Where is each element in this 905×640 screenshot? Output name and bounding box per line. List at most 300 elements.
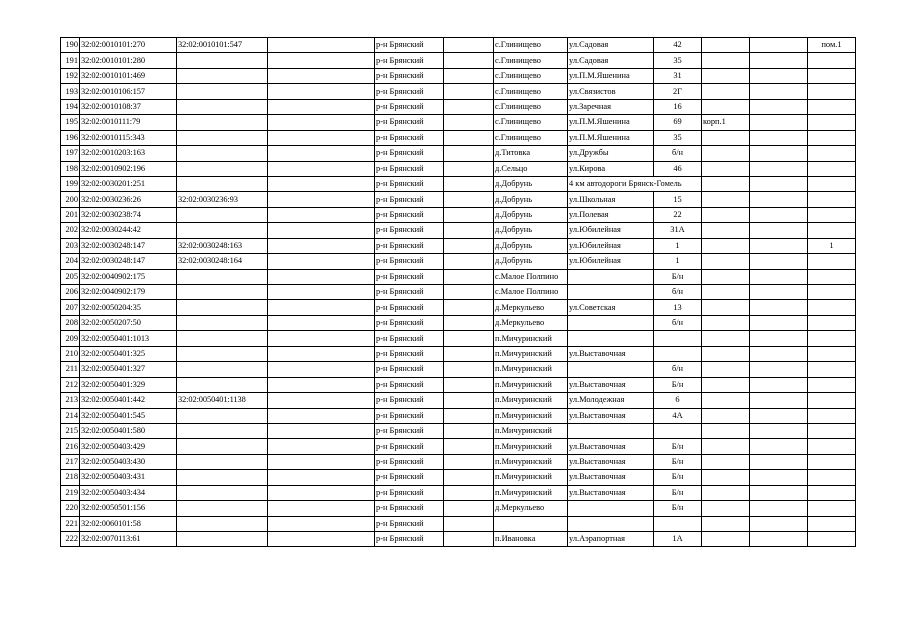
house-number-cell: 16 <box>654 99 702 114</box>
table-row <box>61 254 856 269</box>
empty-cell <box>268 84 375 99</box>
empty-cell <box>268 53 375 68</box>
cadastral-number-cell: 32:02:0050204:35 <box>80 300 177 315</box>
building-corp-cell <box>702 439 750 454</box>
linked-cadastral-number-cell <box>177 377 268 392</box>
cadastral-number-cell: 32:02:0050401:580 <box>80 423 177 438</box>
street-cell: ул.Советская <box>568 300 654 315</box>
house-number-cell: 1 <box>654 254 702 269</box>
street-cell: ул.Школьная <box>568 192 654 207</box>
building-corp-cell <box>702 146 750 161</box>
empty-cell <box>268 362 375 377</box>
building-corp-cell: корп.1 <box>702 115 750 130</box>
house-number-cell: Б/н <box>654 501 702 516</box>
street-cell <box>568 315 654 330</box>
house-number-cell: Б/н <box>654 454 702 469</box>
locality-cell: п.Мичуринский <box>494 470 568 485</box>
premises-cell <box>808 362 856 377</box>
empty-cell <box>444 393 494 408</box>
linked-cadastral-number-cell <box>177 115 268 130</box>
extra-cell <box>750 423 808 438</box>
district-cell: р-н Брянский <box>375 192 444 207</box>
empty-cell <box>268 130 375 145</box>
cadastral-number-cell: 32:02:0010101:469 <box>80 68 177 83</box>
linked-cadastral-number-cell: 32:02:0030248:163 <box>177 238 268 253</box>
row-number-cell: 220 <box>61 501 80 516</box>
empty-cell <box>444 115 494 130</box>
premises-cell <box>808 130 856 145</box>
locality-cell: п.Мичуринский <box>494 346 568 361</box>
empty-cell <box>444 192 494 207</box>
row-number-cell: 201 <box>61 207 80 222</box>
building-corp-cell <box>702 68 750 83</box>
cadastral-number-cell: 32:02:0050401:545 <box>80 408 177 423</box>
locality-cell: п.Мичуринский <box>494 362 568 377</box>
row-number-cell: 211 <box>61 362 80 377</box>
extra-cell <box>750 470 808 485</box>
row-number-cell: 192 <box>61 68 80 83</box>
empty-cell <box>444 470 494 485</box>
cadastral-number-cell: 32:02:0030236:26 <box>80 192 177 207</box>
premises-cell <box>808 84 856 99</box>
premises-cell <box>808 393 856 408</box>
district-cell: р-н Брянский <box>375 362 444 377</box>
extra-cell <box>750 146 808 161</box>
empty-cell <box>268 161 375 176</box>
empty-cell <box>444 408 494 423</box>
locality-cell: д.Добрунь <box>494 176 568 191</box>
premises-cell <box>808 485 856 500</box>
street-cell <box>568 285 654 300</box>
extra-cell <box>750 454 808 469</box>
table-row <box>61 423 856 438</box>
street-cell: ул.Выставочная <box>568 470 654 485</box>
table-row <box>61 331 856 346</box>
building-corp-cell <box>702 84 750 99</box>
row-number-cell: 215 <box>61 423 80 438</box>
street-cell <box>568 362 654 377</box>
premises-cell <box>808 254 856 269</box>
row-number-cell: 193 <box>61 84 80 99</box>
street-cell: ул.Дружбы <box>568 146 654 161</box>
row-number-cell: 219 <box>61 485 80 500</box>
house-number-cell: 13 <box>654 300 702 315</box>
district-cell: р-н Брянский <box>375 377 444 392</box>
locality-cell: д.Меркульево <box>494 300 568 315</box>
street-cell: ул.Аэрапортная <box>568 532 654 547</box>
cadastral-number-cell: 32:02:0010101:270 <box>80 38 177 53</box>
district-cell: р-н Брянский <box>375 408 444 423</box>
house-number-cell: Б/н <box>654 377 702 392</box>
house-number-cell: 31 <box>654 68 702 83</box>
empty-cell <box>444 516 494 531</box>
locality-cell: д.Добрунь <box>494 223 568 238</box>
empty-cell <box>268 176 375 191</box>
linked-cadastral-number-cell <box>177 362 268 377</box>
empty-cell <box>444 439 494 454</box>
linked-cadastral-number-cell <box>177 485 268 500</box>
row-number-cell: 206 <box>61 285 80 300</box>
extra-cell <box>750 115 808 130</box>
street-cell: ул.Кирова <box>568 161 654 176</box>
street-cell: ул.Садовая <box>568 38 654 53</box>
premises-cell <box>808 454 856 469</box>
district-cell: р-н Брянский <box>375 99 444 114</box>
row-number-cell: 190 <box>61 38 80 53</box>
extra-cell <box>750 315 808 330</box>
empty-cell <box>444 501 494 516</box>
house-number-cell: 69 <box>654 115 702 130</box>
locality-cell: с.Малое Полпино <box>494 285 568 300</box>
district-cell: р-н Брянский <box>375 300 444 315</box>
cadastral-number-cell: 32:02:0030238:74 <box>80 207 177 222</box>
row-number-cell: 212 <box>61 377 80 392</box>
locality-cell: д.Добрунь <box>494 192 568 207</box>
locality-cell: д.Добрунь <box>494 254 568 269</box>
house-number-cell: 42 <box>654 38 702 53</box>
empty-cell <box>444 346 494 361</box>
house-number-cell <box>654 331 702 346</box>
table-row <box>61 439 856 454</box>
empty-cell <box>444 454 494 469</box>
building-corp-cell <box>702 254 750 269</box>
extra-cell <box>750 346 808 361</box>
premises-cell <box>808 176 856 191</box>
linked-cadastral-number-cell <box>177 285 268 300</box>
cadastral-number-cell: 32:02:0070113:61 <box>80 532 177 547</box>
premises-cell <box>808 315 856 330</box>
empty-cell <box>268 346 375 361</box>
building-corp-cell <box>702 99 750 114</box>
extra-cell <box>750 161 808 176</box>
row-number-cell: 199 <box>61 176 80 191</box>
extra-cell <box>750 408 808 423</box>
empty-cell <box>268 254 375 269</box>
premises-cell <box>808 146 856 161</box>
empty-cell <box>444 300 494 315</box>
extra-cell <box>750 269 808 284</box>
empty-cell <box>268 377 375 392</box>
empty-cell <box>268 470 375 485</box>
street-cell: ул.Выставочная <box>568 439 654 454</box>
linked-cadastral-number-cell <box>177 315 268 330</box>
locality-cell: п.Мичуринский <box>494 423 568 438</box>
table-row <box>61 99 856 114</box>
cadastral-number-cell: 32:02:0050401:327 <box>80 362 177 377</box>
street-cell: 4 км автодороги Брянск-Гомель <box>568 176 702 191</box>
district-cell: р-н Брянский <box>375 254 444 269</box>
empty-cell <box>444 84 494 99</box>
premises-cell <box>808 53 856 68</box>
building-corp-cell <box>702 269 750 284</box>
linked-cadastral-number-cell <box>177 300 268 315</box>
table-row <box>61 53 856 68</box>
district-cell: р-н Брянский <box>375 38 444 53</box>
empty-cell <box>268 192 375 207</box>
cadastral-number-cell: 32:02:0050403:434 <box>80 485 177 500</box>
table-row <box>61 485 856 500</box>
cadastral-number-cell: 32:02:0010902:196 <box>80 161 177 176</box>
district-cell: р-н Брянский <box>375 439 444 454</box>
row-number-cell: 205 <box>61 269 80 284</box>
cadastral-number-cell: 32:02:0040902:179 <box>80 285 177 300</box>
row-number-cell: 194 <box>61 99 80 114</box>
extra-cell <box>750 223 808 238</box>
empty-cell <box>444 207 494 222</box>
empty-cell <box>444 38 494 53</box>
premises-cell <box>808 377 856 392</box>
street-cell <box>568 516 654 531</box>
row-number-cell: 213 <box>61 393 80 408</box>
empty-cell <box>444 331 494 346</box>
linked-cadastral-number-cell <box>177 207 268 222</box>
row-number-cell: 208 <box>61 315 80 330</box>
cadastral-number-cell: 32:02:0010203:163 <box>80 146 177 161</box>
building-corp-cell <box>702 38 750 53</box>
table-row <box>61 377 856 392</box>
row-number-cell: 209 <box>61 331 80 346</box>
locality-cell <box>494 516 568 531</box>
locality-cell: д.Титовка <box>494 146 568 161</box>
street-cell: ул.П.М.Яшенина <box>568 115 654 130</box>
district-cell: р-н Брянский <box>375 470 444 485</box>
building-corp-cell <box>702 454 750 469</box>
extra-cell <box>750 362 808 377</box>
table-row <box>61 346 856 361</box>
district-cell: р-н Брянский <box>375 285 444 300</box>
linked-cadastral-number-cell <box>177 423 268 438</box>
district-cell: р-н Брянский <box>375 53 444 68</box>
street-cell <box>568 423 654 438</box>
extra-cell <box>750 516 808 531</box>
cadastral-number-cell: 32:02:0040902:175 <box>80 269 177 284</box>
premises-cell <box>808 331 856 346</box>
row-number-cell: 191 <box>61 53 80 68</box>
linked-cadastral-number-cell <box>177 346 268 361</box>
premises-cell <box>808 470 856 485</box>
linked-cadastral-number-cell <box>177 439 268 454</box>
table-row <box>61 285 856 300</box>
linked-cadastral-number-cell: 32:02:0050401:1138 <box>177 393 268 408</box>
house-number-cell: б/н <box>654 315 702 330</box>
linked-cadastral-number-cell <box>177 501 268 516</box>
building-corp-cell <box>702 470 750 485</box>
street-cell: ул.Выставочная <box>568 485 654 500</box>
extra-cell <box>750 285 808 300</box>
premises-cell <box>808 192 856 207</box>
house-number-cell: б/н <box>654 362 702 377</box>
row-number-cell: 217 <box>61 454 80 469</box>
street-cell: ул.Связистов <box>568 84 654 99</box>
locality-cell: п.Мичуринский <box>494 331 568 346</box>
house-number-cell <box>654 516 702 531</box>
empty-cell <box>268 315 375 330</box>
empty-cell <box>444 362 494 377</box>
street-cell: ул.Юбилейная <box>568 223 654 238</box>
building-corp-cell <box>702 408 750 423</box>
building-corp-cell <box>702 192 750 207</box>
table-row <box>61 84 856 99</box>
building-corp-cell <box>702 53 750 68</box>
empty-cell <box>444 223 494 238</box>
district-cell: р-н Брянский <box>375 269 444 284</box>
street-cell: ул.Выставочная <box>568 408 654 423</box>
linked-cadastral-number-cell <box>177 408 268 423</box>
premises-cell: пом.1 <box>808 38 856 53</box>
table-row <box>61 38 856 53</box>
house-number-cell: Б/н <box>654 470 702 485</box>
premises-cell <box>808 346 856 361</box>
empty-cell <box>268 146 375 161</box>
linked-cadastral-number-cell <box>177 84 268 99</box>
building-corp-cell <box>702 176 750 191</box>
cadastral-number-cell: 32:02:0010115:343 <box>80 130 177 145</box>
extra-cell <box>750 300 808 315</box>
table-row <box>61 408 856 423</box>
row-number-cell: 216 <box>61 439 80 454</box>
street-cell: ул.Выставочная <box>568 377 654 392</box>
street-cell: ул.Молодежная <box>568 393 654 408</box>
house-number-cell: 6 <box>654 393 702 408</box>
extra-cell <box>750 393 808 408</box>
empty-cell <box>444 238 494 253</box>
row-number-cell: 195 <box>61 115 80 130</box>
locality-cell: с.Глинищево <box>494 68 568 83</box>
district-cell: р-н Брянский <box>375 423 444 438</box>
empty-cell <box>444 99 494 114</box>
table-row <box>61 176 856 191</box>
premises-cell <box>808 115 856 130</box>
locality-cell: п.Мичуринский <box>494 454 568 469</box>
cadastral-number-cell: 32:02:0010106:157 <box>80 84 177 99</box>
empty-cell <box>268 207 375 222</box>
empty-cell <box>268 269 375 284</box>
district-cell: р-н Брянский <box>375 532 444 547</box>
cadastral-number-cell: 32:02:0050401:329 <box>80 377 177 392</box>
district-cell: р-н Брянский <box>375 130 444 145</box>
house-number-cell: 1А <box>654 532 702 547</box>
linked-cadastral-number-cell: 32:02:0010101:547 <box>177 38 268 53</box>
extra-cell <box>750 192 808 207</box>
premises-cell <box>808 161 856 176</box>
row-number-cell: 214 <box>61 408 80 423</box>
table-row <box>61 454 856 469</box>
empty-cell <box>268 38 375 53</box>
district-cell: р-н Брянский <box>375 176 444 191</box>
district-cell: р-н Брянский <box>375 207 444 222</box>
house-number-cell: Б/н <box>654 485 702 500</box>
empty-cell <box>444 269 494 284</box>
cadastral-number-cell: 32:02:0050207:50 <box>80 315 177 330</box>
row-number-cell: 221 <box>61 516 80 531</box>
locality-cell: с.Глинищево <box>494 130 568 145</box>
house-number-cell: 35 <box>654 53 702 68</box>
empty-cell <box>444 315 494 330</box>
extra-cell <box>750 99 808 114</box>
table-row <box>61 68 856 83</box>
premises-cell <box>808 532 856 547</box>
row-number-cell: 210 <box>61 346 80 361</box>
street-cell: ул.Юбилейная <box>568 254 654 269</box>
empty-cell <box>268 408 375 423</box>
locality-cell: д.Добрунь <box>494 238 568 253</box>
extra-cell <box>750 238 808 253</box>
table-row <box>61 300 856 315</box>
building-corp-cell <box>702 331 750 346</box>
table-row <box>61 315 856 330</box>
row-number-cell: 222 <box>61 532 80 547</box>
building-corp-cell <box>702 362 750 377</box>
linked-cadastral-number-cell <box>177 68 268 83</box>
premises-cell <box>808 68 856 83</box>
extra-cell <box>750 130 808 145</box>
row-number-cell: 200 <box>61 192 80 207</box>
street-cell: ул.Садовая <box>568 53 654 68</box>
extra-cell <box>750 38 808 53</box>
locality-cell: п.Мичуринский <box>494 377 568 392</box>
extra-cell <box>750 53 808 68</box>
extra-cell <box>750 207 808 222</box>
locality-cell: п.Мичуринский <box>494 393 568 408</box>
cadastral-number-cell: 32:02:0050401:325 <box>80 346 177 361</box>
extra-cell <box>750 485 808 500</box>
district-cell: р-н Брянский <box>375 393 444 408</box>
linked-cadastral-number-cell: 32:02:0030248:164 <box>177 254 268 269</box>
property-table <box>60 37 856 547</box>
building-corp-cell <box>702 130 750 145</box>
locality-cell: п.Мичуринский <box>494 408 568 423</box>
linked-cadastral-number-cell <box>177 470 268 485</box>
cadastral-number-cell: 32:02:0050401:442 <box>80 393 177 408</box>
empty-cell <box>268 238 375 253</box>
district-cell: р-н Брянский <box>375 68 444 83</box>
locality-cell: с.Глинищево <box>494 38 568 53</box>
house-number-cell <box>654 346 702 361</box>
linked-cadastral-number-cell <box>177 130 268 145</box>
empty-cell <box>444 285 494 300</box>
street-cell <box>568 501 654 516</box>
house-number-cell: Б/н <box>654 269 702 284</box>
row-number-cell: 197 <box>61 146 80 161</box>
row-number-cell: 204 <box>61 254 80 269</box>
table-row <box>61 238 856 253</box>
locality-cell: д.Сельцо <box>494 161 568 176</box>
cadastral-number-cell: 32:02:0050401:1013 <box>80 331 177 346</box>
empty-cell <box>268 485 375 500</box>
empty-cell <box>268 115 375 130</box>
table-row <box>61 161 856 176</box>
empty-cell <box>444 146 494 161</box>
empty-cell <box>268 223 375 238</box>
linked-cadastral-number-cell <box>177 516 268 531</box>
empty-cell <box>444 68 494 83</box>
district-cell: р-н Брянский <box>375 315 444 330</box>
premises-cell <box>808 439 856 454</box>
premises-cell <box>808 285 856 300</box>
row-number-cell: 202 <box>61 223 80 238</box>
street-cell <box>568 331 654 346</box>
house-number-cell: 31А <box>654 223 702 238</box>
extra-cell <box>750 439 808 454</box>
locality-cell: п.Мичуринский <box>494 485 568 500</box>
table-row <box>61 470 856 485</box>
district-cell: р-н Брянский <box>375 331 444 346</box>
building-corp-cell <box>702 207 750 222</box>
extra-cell <box>750 501 808 516</box>
building-corp-cell <box>702 516 750 531</box>
row-number-cell: 218 <box>61 470 80 485</box>
locality-cell: д.Меркульево <box>494 501 568 516</box>
